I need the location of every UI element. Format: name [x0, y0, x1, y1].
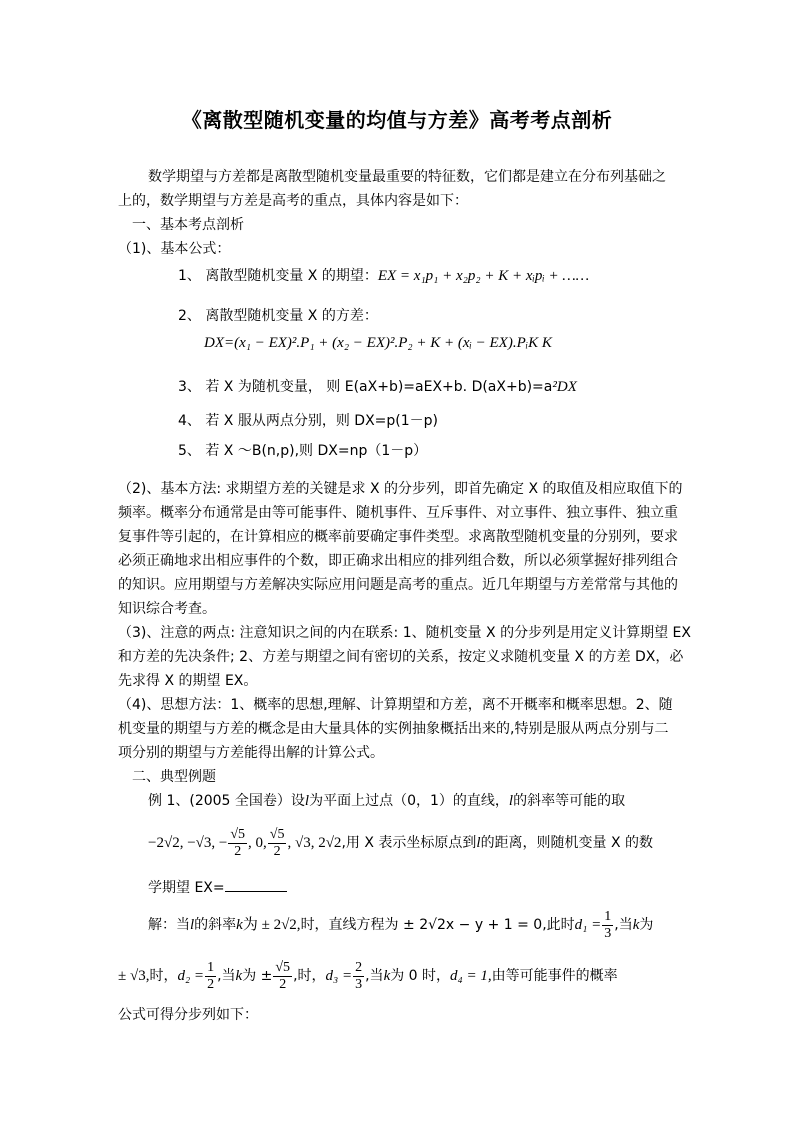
example-1-values	[148, 826, 653, 860]
solution-is-pm: 为 ±	[242, 968, 273, 984]
formula-1-math: EX = x₁p₁ + x₂p₂ + K + xᵢpᵢ + ……	[377, 268, 590, 284]
formula-1-label: 1、 离散型随机变量 X 的期望：	[178, 268, 378, 284]
formula-2-math	[204, 333, 552, 353]
intro-line-2: 上的，数学期望与方差是高考的重点，具体内容是如下：	[118, 193, 468, 209]
fraction-denominator: 2	[279, 976, 287, 992]
fraction-numerator: √5	[230, 826, 246, 842]
fraction-numerator: 2	[355, 959, 363, 975]
slope-symbol-k: k	[236, 917, 243, 933]
fraction-numerator: √5	[269, 826, 285, 842]
para2-line-6: 知识综合考查。	[118, 601, 216, 617]
line-symbol-l: l	[476, 835, 481, 851]
example-1-question: ,用 X 表示坐标原点到	[341, 835, 477, 851]
fraction-numerator: 1	[207, 959, 215, 975]
slope-values-b: , 0,	[248, 835, 267, 851]
solution-probability: 由等可能事件的概率	[491, 968, 618, 984]
slope-symbol-k: k	[383, 968, 391, 984]
section-heading-1: 一、基本考点剖析	[132, 217, 244, 233]
slope-symbol-k: k	[632, 917, 640, 933]
expectation-prompt: 学期望 EX=	[148, 880, 225, 896]
solution-time-1: 时，	[149, 968, 178, 984]
fraction-two-thirds	[353, 960, 364, 993]
formula-4: 4、 若 X 服从两点分别，则 DX=p(1－p)	[178, 413, 439, 429]
para2-line-4: 必须正确地求出相应事件的个数，即正确求出相应的排列组合数，所以必须掌握好排列组合	[118, 553, 678, 569]
para2-line-5: 的知识。应用期望与方差解决实际应用问题是高考的重点。近几年期望与方差常常与其他的	[118, 577, 678, 593]
solution-is: 为	[639, 917, 654, 933]
slope-values-c: , √3, 2√2	[287, 835, 342, 851]
para3-line-2: 和方差的先决条件; 2、方差与期望之间有密切的关系，按定义求随机变量 X 的方差 DX，必	[118, 649, 684, 665]
page-title: 《离散型随机变量的均值与方差》高考考点剖析	[181, 108, 613, 132]
fraction-sqrt5-over-2	[228, 827, 247, 860]
example-1-answer-line	[148, 877, 287, 898]
solution-slope-value: 为 ± 2√2,	[242, 917, 301, 933]
para2-line-2: 频率。概率分布通常是由等可能事件、随机事件、互斥事件、对立事件、独立事件、独立重	[118, 505, 678, 521]
slope-values-a: −2√2, −√3, −	[148, 835, 228, 851]
slope-pm-sqrt3: ± √3,	[118, 968, 150, 984]
fraction-one-third	[602, 909, 613, 942]
fraction-denominator: 2	[234, 843, 242, 859]
line-symbol-l: l	[304, 793, 310, 809]
intro-line-1: 数学期望与方差都是离散型随机变量最重要的特征数，它们都是建立在分布列基础之	[148, 169, 666, 185]
para2-line-1: （2)、基本方法: 求期望方差的关键是求 X 的分步列，即首先确定 X 的取值及相应取值下的	[118, 481, 683, 497]
formula-1	[178, 266, 589, 286]
solution-line-1	[148, 908, 653, 942]
example-1-intro: 例 1、(2005 全国卷）设	[148, 793, 305, 809]
formula-2-label: 2、 离散型随机变量 X 的方差：	[178, 308, 378, 324]
fraction-denominator: 3	[604, 925, 612, 941]
formula-3-math: ²DX	[552, 379, 577, 395]
distance-d3: d₃ =	[325, 968, 353, 984]
solution-start: 解：当	[148, 917, 190, 933]
fraction-sqrt5-over-2	[268, 827, 287, 860]
para4-line-1: （4)、思想方法：1、概率的思想,理解、计算期望和方差，离不开概率和概率思想。2、随	[118, 697, 673, 713]
line-symbol-l: l	[190, 917, 195, 933]
solution-then: 此时	[546, 917, 575, 933]
solution-when-2: ,当	[217, 968, 236, 984]
line-symbol-l: l	[508, 793, 514, 809]
solution-line-3: 公式可得分步列如下：	[118, 1007, 258, 1023]
para3-line-1: （3)、注意的两点: 注意知识之间的内在联系: 1、随机变量 X 的分步列是用定义计算期望 EX	[118, 625, 691, 641]
solution-when: ,当	[614, 917, 633, 933]
formula-3	[178, 377, 577, 397]
formula-5: 5、 若 X ～B(n,p),则 DX=np（1－p）	[178, 443, 428, 459]
fraction-numerator: 1	[604, 908, 612, 924]
distance-d2: d₂ =	[177, 968, 205, 984]
formula-2-expression: DX=(x₁ − EX)².P₁ + (x₂ − EX)².P₂ + K + (xᵢ − EX).PᵢK K	[204, 335, 552, 351]
example-1-desc: 为平面上过点（0，1）的直线，	[309, 793, 509, 809]
para4-line-2: 机变量的期望与方差的概念是由大量具体的实例抽象概括出来的,特别是服从两点分别与二	[118, 721, 669, 737]
example-1-slope: 的斜率等可能的取	[513, 793, 626, 809]
distance-d4: d₄ = 1,	[450, 968, 492, 984]
para4-line-3: 项分别的期望与方差能得出解的计算公式。	[118, 745, 384, 761]
para3-line-3: 先求得 X 的期望 EX。	[118, 673, 258, 689]
example-1-line-1	[148, 791, 625, 811]
slope-symbol-k: k	[235, 968, 243, 984]
para2-line-3: 复事件等引起的，在计算相应的概率前要确定事件类型。求离散型随机变量的分别列，要求	[118, 529, 678, 545]
fraction-denominator: 3	[355, 976, 363, 992]
solution-when-3: ,当	[365, 968, 384, 984]
distance-d1: d₁ =	[574, 917, 602, 933]
subsection-heading-1: （1)、基本公式：	[118, 241, 231, 257]
section-heading-2: 二、典型例题	[132, 769, 216, 785]
solution-line-eq: 时，直线方程为 ± 2√2x − y + 1 = 0,	[300, 917, 547, 933]
solution-line-2	[118, 959, 618, 993]
solution-time-2: ,时，	[293, 968, 326, 984]
fraction-denominator: 2	[273, 843, 281, 859]
fraction-denominator: 2	[207, 976, 215, 992]
fraction-sqrt5-over-2	[273, 960, 292, 993]
solution-zero: 为 0 时，	[390, 968, 451, 984]
solution-slope: 的斜率	[194, 917, 237, 933]
fraction-numerator: √5	[275, 959, 291, 975]
example-1-question-end: 的距离，则随机变量 X 的数	[480, 835, 654, 851]
fraction-one-half	[205, 960, 216, 993]
answer-blank	[225, 877, 287, 892]
formula-3-text: 3、 若 X 为随机变量， 则 E(aX+b)=aEX+b. D(aX+b)=a	[178, 379, 553, 395]
